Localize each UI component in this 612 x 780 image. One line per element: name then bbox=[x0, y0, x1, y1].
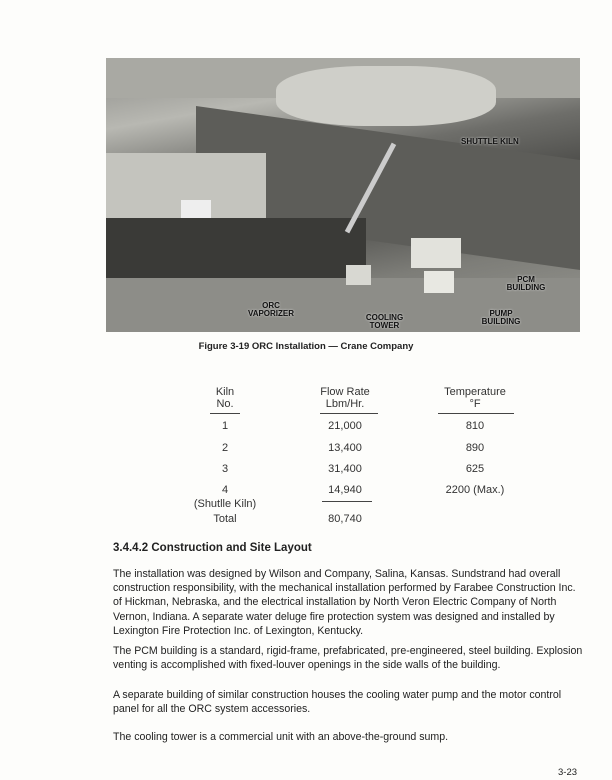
cell-kiln-note: (Shutlle Kiln) bbox=[193, 498, 257, 510]
cell-flow: 31,400 bbox=[328, 463, 362, 475]
cooling-tower bbox=[346, 265, 371, 285]
header-rule bbox=[438, 413, 514, 414]
total-rule bbox=[322, 501, 372, 502]
figure-caption: Figure 3-19 ORC Installation — Crane Company bbox=[198, 341, 414, 352]
label-pcm-building: PCM BUILDING bbox=[506, 275, 546, 292]
label-pump-building: PUMP BUILDING bbox=[481, 309, 521, 326]
header-temperature bbox=[420, 386, 530, 410]
paragraph: The PCM building is a standard, rigid-frame, prefabricated, pre-engineered, steel building. Explosion venting is accomplished with fixed-louver openings in the side walls of the building. bbox=[113, 645, 583, 672]
aerial-photo-orc-installation bbox=[106, 58, 580, 332]
label-orc-vaporizer: ORC VAPORIZER bbox=[247, 301, 295, 318]
total-label: Total bbox=[213, 513, 237, 525]
label-shuttle-kiln: SHUTTLE KILN bbox=[461, 137, 519, 146]
paragraph: The installation was designed by Wilson and Company, Salina, Kansas. Sundstrand had overall construction responsibility, with the mechanical installation performed by Farabee Construction Inc. of Hickman, Nebraska, and the electrical installation by North Veron Electric Company of North Vernon, Indiana. A separate water deluge fire protection system was designed and installed by Lexington Fire Protection Inc. of Lexington, Kentucky. bbox=[113, 568, 576, 637]
header-kiln-no bbox=[175, 386, 275, 410]
pump-building-roof bbox=[424, 271, 454, 293]
cell-temp: 890 bbox=[465, 442, 485, 454]
total-flow: 80,740 bbox=[328, 513, 362, 525]
cell-kiln: 2 bbox=[221, 442, 229, 454]
building-wall bbox=[106, 218, 366, 278]
cell-kiln: 1 bbox=[221, 420, 229, 432]
paragraph: A separate building of similar construction houses the cooling water pump and the motor control panel for all the ORC system accessories. bbox=[113, 689, 562, 716]
cell-flow: 21,000 bbox=[328, 420, 362, 432]
cell-temp: 810 bbox=[465, 420, 485, 432]
page-number: 3-23 bbox=[558, 767, 578, 778]
cell-flow: 14,940 bbox=[328, 484, 362, 496]
header-rule bbox=[320, 413, 378, 414]
header-line: Temperature bbox=[444, 386, 506, 398]
cell-temp: 625 bbox=[465, 463, 485, 475]
header-line: Flow Rate bbox=[320, 386, 370, 398]
paragraph: The cooling tower is a commercial unit with an above-the-ground sump. bbox=[113, 731, 449, 743]
section-heading: 3.4.4.2 Construction and Site Layout bbox=[113, 542, 312, 554]
header-line: Kiln bbox=[215, 386, 235, 398]
header-line: No. bbox=[216, 398, 234, 410]
header-flow-rate bbox=[295, 386, 395, 410]
header-line: Lbm/Hr. bbox=[325, 398, 365, 410]
cell-kiln: 3 bbox=[221, 463, 229, 475]
skylight bbox=[181, 200, 211, 218]
parking-lot bbox=[276, 66, 496, 126]
pcm-building-roof bbox=[411, 238, 461, 268]
header-line: °F bbox=[469, 398, 481, 410]
header-rule bbox=[210, 413, 240, 414]
label-cooling-tower: COOLING TOWER bbox=[365, 313, 404, 330]
cell-flow: 13,400 bbox=[328, 442, 362, 454]
cell-kiln: 4 bbox=[221, 484, 229, 496]
cell-temp: 2200 (Max.) bbox=[445, 484, 505, 496]
